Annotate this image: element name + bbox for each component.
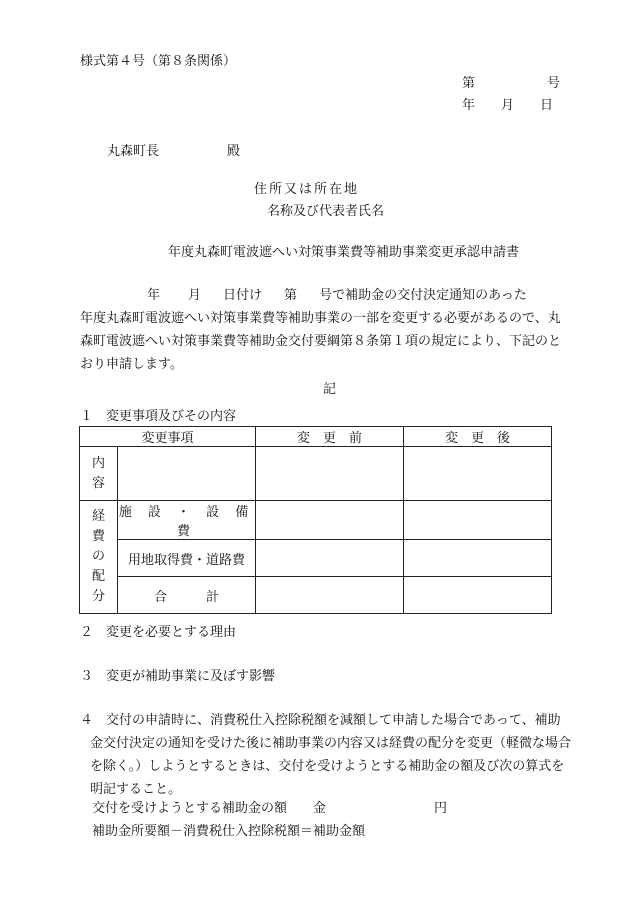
body-line-2: 年度丸森町電波遮へい対策事業費等補助事業の一部を変更する必要があるので、丸 <box>80 311 561 326</box>
addressee-honorific: 殿 <box>227 144 241 159</box>
table-row-facility <box>80 501 552 540</box>
total-before-cell <box>256 577 404 614</box>
body-day-label: 日付け <box>223 288 263 303</box>
body-paragraph <box>80 284 561 376</box>
document-number-line <box>462 72 560 91</box>
addressee <box>107 140 240 159</box>
section-1-heading: １ 変更事項及びその内容 <box>80 409 237 424</box>
body-line-1 <box>80 284 561 307</box>
document-title: 年度丸森町電波遮へい対策事業費等補助事業変更承認申請書 <box>168 245 520 260</box>
document-date-line <box>462 94 553 113</box>
body-month-label: 月 <box>188 288 202 303</box>
body-line-1-rest: 号で補助金の交付決定通知のあった <box>319 288 527 303</box>
number-prefix: 第 <box>462 76 476 91</box>
content-before-cell <box>256 447 404 501</box>
content-item-cell <box>118 447 256 501</box>
land-before-cell <box>256 540 404 577</box>
section-4-paragraph <box>80 709 590 801</box>
section-4-line-3: を除く。）しようとするときは、交付を受けようとする補助金の額及び次の算式を <box>90 759 565 774</box>
yen-label: 円 <box>434 801 448 816</box>
table-header-row <box>80 427 552 447</box>
section-4-line-4: 明記すること。 <box>90 782 182 797</box>
body-line-4: おり申請します。 <box>80 357 183 372</box>
expense-allocation-label: 経 費 の 配 分 <box>80 501 118 614</box>
content-label: 内 容 <box>80 447 118 501</box>
table-row-total <box>80 577 552 614</box>
ki-heading: 記 <box>323 382 337 397</box>
section-3-heading: ３ 変更が補助事業に及ぼす影響 <box>80 669 276 684</box>
body-line-3: 森町電波遮へい対策事業費等補助金交付要綱第８条第１項の規定により、下記のと <box>80 334 562 349</box>
date-year-label: 年 <box>462 98 476 113</box>
table-row-land <box>80 540 552 577</box>
section-4-line-2: 金交付決定の通知を受けた後に補助事業の内容又は経費の配分を変更（軽微な場合 <box>90 736 572 751</box>
applicant-name-label: 名称及び代表者氏名 <box>267 204 385 219</box>
form-number-label: 様式第４号（第８条関係） <box>80 54 237 69</box>
land-after-cell <box>404 540 552 577</box>
date-month-label: 月 <box>501 98 515 113</box>
number-suffix: 号 <box>547 76 561 91</box>
section-2-heading: ２ 変更を必要とする理由 <box>80 625 237 640</box>
applicant-address-label: 住所又は所在地 <box>254 182 360 197</box>
header-before: 変 更 前 <box>256 427 404 447</box>
facility-after-cell <box>404 501 552 540</box>
body-year-label: 年 <box>147 288 161 303</box>
subsidy-amount-label: 交付を受けようとする補助金の額 <box>92 801 288 816</box>
facility-before-cell <box>256 501 404 540</box>
table-row-content <box>80 447 552 501</box>
date-day-label: 日 <box>540 98 554 113</box>
kin-label: 金 <box>313 801 327 816</box>
land-road-cost-label: 用地取得費・道路費 <box>118 540 256 577</box>
total-label: 合 計 <box>118 577 256 614</box>
change-table <box>79 426 552 614</box>
total-after-cell <box>404 577 552 614</box>
subsidy-amount-line <box>92 797 447 816</box>
header-change-item: 変更事項 <box>80 427 256 447</box>
header-after: 変 更 後 <box>404 427 552 447</box>
subsidy-formula: 補助金所要額－消費税仕入控除税額＝補助金額 <box>92 824 366 839</box>
section-4-line-1: ４ 交付の申請時に、消費税仕入控除税額を減額して申請した場合であって、補助 <box>80 713 561 728</box>
body-number-prefix: 第 <box>284 288 298 303</box>
facility-cost-label: 施 設 ・ 設 備 費 <box>118 501 256 540</box>
content-after-cell <box>404 447 552 501</box>
addressee-name: 丸森町長 <box>107 144 160 159</box>
